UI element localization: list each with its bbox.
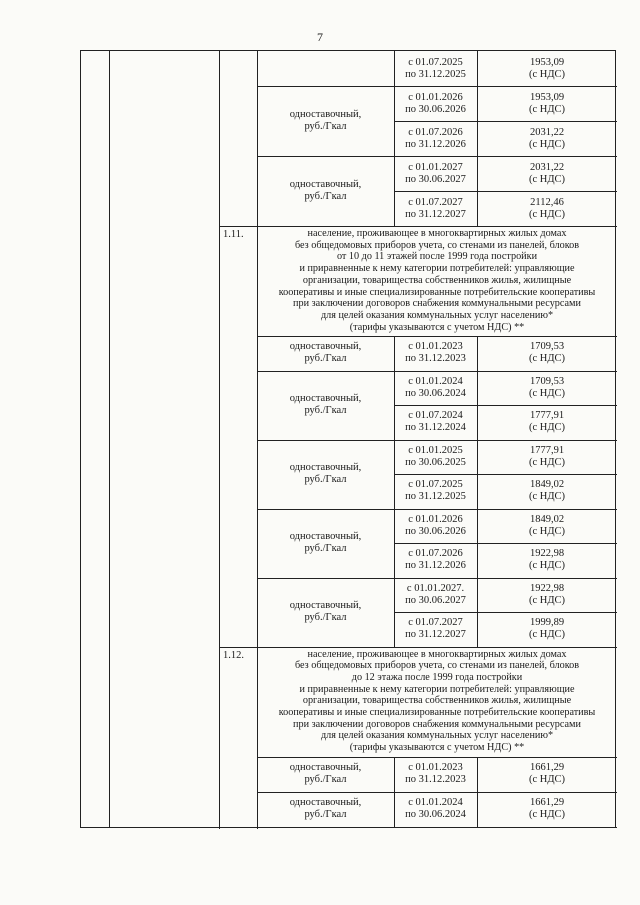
unit-label: руб./Гкал bbox=[304, 543, 347, 554]
tariff-type-label: одноставочный, bbox=[289, 179, 362, 190]
value-cell bbox=[477, 86, 617, 121]
period-cell bbox=[394, 440, 477, 475]
value-cell bbox=[477, 121, 617, 156]
vat-note: (с НДС) bbox=[528, 456, 566, 468]
tariff-type-label: одноставочный, bbox=[289, 341, 362, 353]
tariff-type-cell bbox=[257, 86, 394, 156]
period-from: с 01.07.2025 bbox=[408, 479, 463, 491]
value-cell bbox=[477, 156, 617, 191]
vat-note: (с НДС) bbox=[528, 774, 566, 785]
vat-note: (с НДС) bbox=[528, 68, 566, 80]
value-cell bbox=[477, 757, 617, 792]
value-cell bbox=[477, 191, 617, 226]
tariff-value: 1777,91 bbox=[529, 410, 565, 422]
period-from: с 01.01.2024 bbox=[408, 375, 463, 387]
period-cell bbox=[394, 121, 477, 156]
period-to: по 30.06.2026 bbox=[405, 103, 466, 115]
description-line: кооперативы и иные специализированные потребительские кооперативы bbox=[278, 707, 596, 719]
period-to: по 30.06.2027 bbox=[405, 594, 466, 606]
tariff-value: 1922,98 bbox=[529, 548, 565, 560]
period-to: по 30.06.2025 bbox=[405, 456, 466, 468]
tariff-type-cell bbox=[257, 440, 394, 509]
period-cell bbox=[394, 191, 477, 226]
tariff-type-label: одноставочный, bbox=[289, 600, 362, 611]
tariff-value: 1849,02 bbox=[529, 479, 565, 491]
tariff-value: 1661,29 bbox=[529, 797, 565, 808]
tariff-table bbox=[80, 50, 616, 828]
period-cell bbox=[394, 757, 477, 792]
description-line: до 12 этажа после 1999 года постройки bbox=[351, 671, 523, 683]
value-cell bbox=[477, 440, 617, 475]
column-divider bbox=[477, 757, 478, 827]
vat-note: (с НДС) bbox=[528, 809, 566, 820]
period-to: по 30.06.2024 bbox=[405, 387, 466, 399]
period-from: с 01.07.2024 bbox=[408, 410, 463, 422]
tariff-type-cell bbox=[257, 156, 394, 226]
vat-note: (с НДС) bbox=[528, 594, 566, 606]
description-line: организации, товарищества собственников жилья, жилищные bbox=[302, 274, 572, 286]
period-cell bbox=[394, 336, 477, 371]
page-number: 7 bbox=[317, 30, 323, 44]
unit-label: руб./Гкал bbox=[304, 809, 347, 820]
tariff-type-label: одноставочный, bbox=[289, 531, 362, 542]
period-from: с 01.01.2027 bbox=[408, 161, 463, 173]
vat-note: (с НДС) bbox=[528, 525, 566, 537]
period-to: по 30.06.2027 bbox=[405, 173, 466, 185]
vat-note: (с НДС) bbox=[528, 173, 566, 185]
unit-label: руб./Гкал bbox=[304, 353, 347, 365]
row-divider bbox=[219, 226, 617, 227]
row-divider bbox=[219, 647, 617, 648]
tariff-type-cell bbox=[257, 578, 394, 647]
tariff-value: 1922,98 bbox=[529, 582, 565, 594]
description-line: организации, товарищества собственников жилья, жилищные bbox=[302, 695, 572, 707]
column-divider bbox=[219, 51, 220, 829]
description-line: при заключении договоров снабжения коммунальными ресурсами bbox=[293, 298, 581, 310]
vat-note: (с НДС) bbox=[528, 629, 566, 641]
period-from: с 01.07.2026 bbox=[408, 126, 463, 138]
tariff-type-label: одноставочный, bbox=[289, 462, 362, 473]
unit-label: руб./Гкал bbox=[304, 774, 347, 785]
value-cell bbox=[477, 612, 617, 647]
value-cell bbox=[477, 792, 617, 827]
description-line: и приравненные к нему категории потребителей: управляющие bbox=[299, 263, 575, 275]
period-cell bbox=[394, 86, 477, 121]
description-line: при заключении договоров снабжения коммунальными ресурсами bbox=[293, 718, 581, 730]
period-cell bbox=[394, 612, 477, 647]
value-cell bbox=[477, 543, 617, 578]
vat-note: (с НДС) bbox=[528, 208, 566, 220]
tariff-type-label: одноставочный, bbox=[289, 797, 362, 808]
description-line: для целей оказания коммунальных услуг населению* bbox=[320, 309, 554, 321]
tariff-value: 1661,29 bbox=[529, 762, 565, 773]
description-line: и приравненные к нему категории потребителей: управляющие bbox=[299, 683, 575, 695]
unit-label: руб./Гкал bbox=[304, 121, 347, 132]
value-cell bbox=[477, 474, 617, 509]
description-line: для целей оказания коммунальных услуг населению* bbox=[320, 730, 554, 742]
period-from: с 01.07.2027 bbox=[408, 196, 463, 208]
vat-note: (с НДС) bbox=[528, 560, 566, 572]
tariff-value: 1777,91 bbox=[529, 444, 565, 456]
unit-label: руб./Гкал bbox=[304, 474, 347, 485]
description-line: население, проживающее в многоквартирных жилых домах bbox=[307, 648, 567, 660]
period-cell bbox=[394, 51, 477, 86]
tariff-value: 2112,46 bbox=[530, 196, 564, 208]
period-cell bbox=[394, 543, 477, 578]
period-from: с 01.01.2027. bbox=[406, 582, 465, 594]
tariff-value: 2031,22 bbox=[529, 126, 565, 138]
tariff-type-label: одноставочный, bbox=[289, 762, 362, 773]
period-to: по 31.12.2023 bbox=[405, 774, 466, 785]
tariff-value: 1709,53 bbox=[529, 375, 565, 387]
tariff-value: 1999,89 bbox=[529, 617, 565, 629]
period-from: с 01.01.2026 bbox=[408, 91, 463, 103]
tariff-value: 1709,53 bbox=[529, 341, 565, 353]
tariff-value: 1953,09 bbox=[529, 91, 565, 103]
description-line: от 10 до 11 этажей после 1999 года постройки bbox=[336, 251, 538, 263]
period-cell bbox=[394, 156, 477, 191]
period-cell bbox=[394, 578, 477, 613]
period-cell bbox=[394, 371, 477, 406]
period-to: по 30.06.2026 bbox=[405, 525, 466, 537]
column-divider bbox=[109, 51, 110, 827]
unit-label: руб./Гкал bbox=[304, 405, 347, 416]
tariff-type-cell bbox=[257, 371, 394, 440]
section-number: 1.11. bbox=[223, 229, 244, 240]
period-from: с 01.01.2023 bbox=[408, 762, 463, 773]
description-line: (тарифы указываются с учетом НДС) ** bbox=[349, 742, 525, 754]
unit-label: руб./Гкал bbox=[304, 191, 347, 202]
period-to: по 31.12.2026 bbox=[405, 138, 466, 150]
period-to: по 31.12.2027 bbox=[405, 208, 466, 220]
column-divider bbox=[394, 757, 395, 827]
period-to: по 30.06.2024 bbox=[405, 809, 466, 820]
tariff-type-cell bbox=[257, 336, 394, 371]
value-cell bbox=[477, 578, 617, 613]
section-description bbox=[257, 649, 617, 754]
vat-note: (с НДС) bbox=[528, 422, 566, 434]
value-cell bbox=[477, 51, 617, 86]
tariff-type-label: одноставочный, bbox=[289, 393, 362, 404]
tariff-value: 2031,22 bbox=[529, 161, 565, 173]
description-line: кооперативы и иные специализированные потребительские кооперативы bbox=[278, 286, 596, 298]
unit-label: руб./Гкал bbox=[304, 612, 347, 623]
description-line: без общедомовых приборов учета, со стенами из панелей, блоков bbox=[294, 660, 580, 672]
column-divider bbox=[394, 336, 395, 647]
description-line: без общедомовых приборов учета, со стенами из панелей, блоков bbox=[294, 239, 580, 251]
period-from: с 01.07.2025 bbox=[408, 56, 463, 68]
tariff-type-cell bbox=[257, 509, 394, 578]
period-from: с 01.01.2025 bbox=[408, 444, 463, 456]
section-number: 1.12. bbox=[223, 649, 244, 661]
period-to: по 31.12.2026 bbox=[405, 560, 466, 572]
tariff-type-label: одноставочный, bbox=[289, 109, 362, 120]
vat-note: (с НДС) bbox=[528, 353, 566, 365]
period-cell bbox=[394, 509, 477, 544]
description-line: население, проживающее в многоквартирных жилых домах bbox=[307, 228, 567, 239]
period-to: по 31.12.2025 bbox=[405, 491, 466, 503]
row-divider bbox=[257, 827, 617, 828]
period-from: с 01.01.2024 bbox=[408, 797, 463, 808]
period-from: с 01.01.2023 bbox=[408, 341, 463, 353]
section-description bbox=[257, 228, 617, 333]
value-cell bbox=[477, 509, 617, 544]
value-cell bbox=[477, 336, 617, 371]
period-from: с 01.01.2026 bbox=[408, 513, 463, 525]
vat-note: (с НДС) bbox=[528, 138, 566, 150]
period-to: по 31.12.2027 bbox=[405, 629, 466, 641]
tariff-type-cell bbox=[257, 792, 394, 827]
value-cell bbox=[477, 371, 617, 406]
period-to: по 31.12.2024 bbox=[405, 422, 466, 434]
period-cell bbox=[394, 792, 477, 827]
period-cell bbox=[394, 474, 477, 509]
vat-note: (с НДС) bbox=[528, 387, 566, 399]
period-from: с 01.07.2027 bbox=[408, 617, 463, 629]
period-from: с 01.07.2026 bbox=[408, 548, 463, 560]
vat-note: (с НДС) bbox=[528, 103, 566, 115]
tariff-value: 1953,09 bbox=[529, 56, 565, 68]
description-line: (тарифы указываются с учетом НДС) ** bbox=[349, 321, 525, 333]
vat-note: (с НДС) bbox=[528, 491, 566, 503]
value-cell bbox=[477, 405, 617, 440]
period-to: по 31.12.2025 bbox=[405, 68, 466, 80]
column-divider bbox=[477, 336, 478, 647]
tariff-type-cell bbox=[257, 757, 394, 792]
tariff-value: 1849,02 bbox=[529, 513, 565, 525]
period-to: по 31.12.2023 bbox=[405, 353, 466, 365]
period-cell bbox=[394, 405, 477, 440]
